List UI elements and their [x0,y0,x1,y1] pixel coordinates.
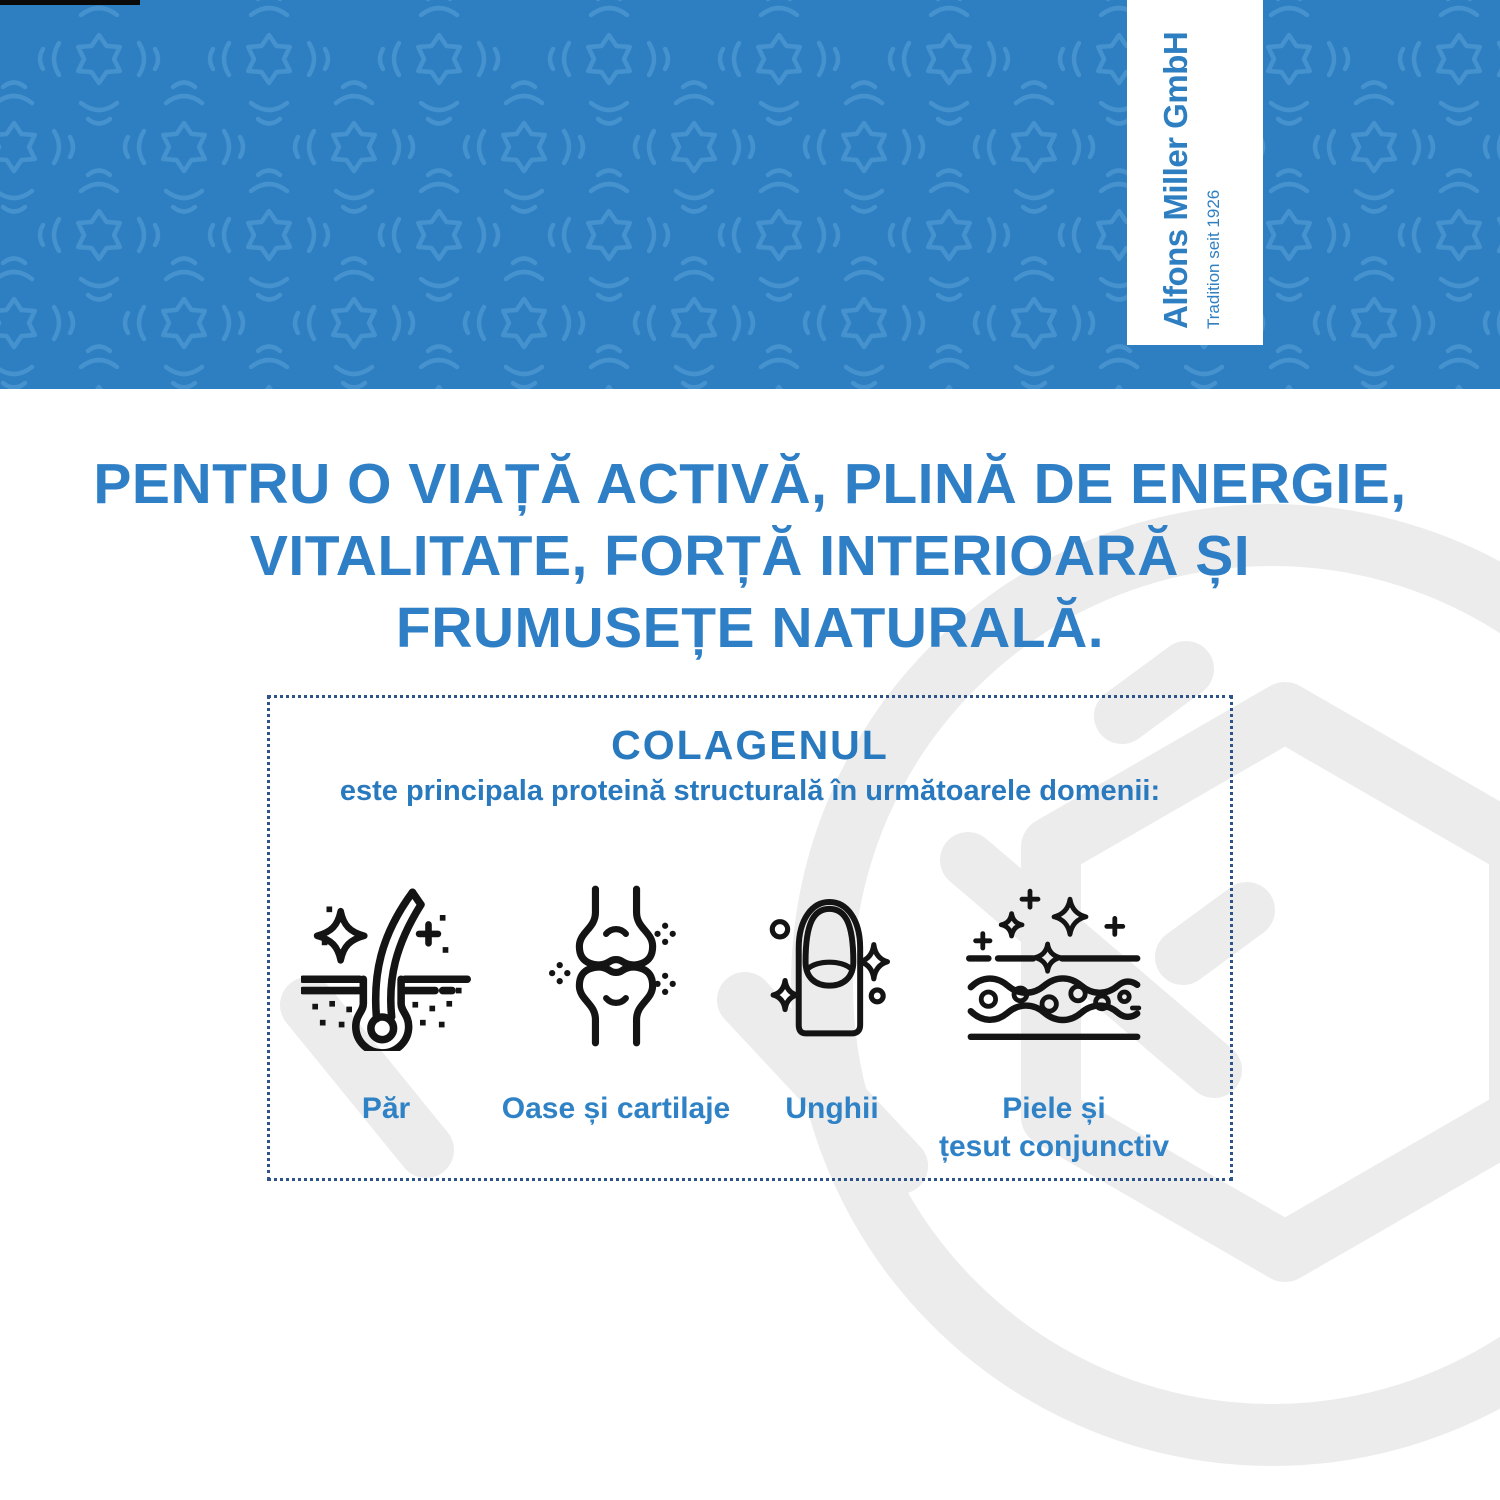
collagen-info-box [267,695,1233,1181]
domain-label-line: Piele și [1002,1092,1106,1125]
skin-layers-icon [939,880,1169,1052]
main-heading [0,448,1500,664]
domain-label-line: țesut conjunctiv [939,1130,1170,1163]
kaleidoscope-pattern [0,0,1500,389]
joint-bones-icon [501,880,731,1052]
brand-label [1127,0,1263,345]
domain-label: Unghii [785,1092,879,1125]
info-box-title: COLAGENUL [611,722,889,768]
brand-label-rotated [1127,0,1263,345]
info-box-subtitle: este principala proteină structurală în următoarele domenii: [339,775,1161,807]
domain-label: Păr [361,1092,411,1125]
domain-bones [501,880,731,1128]
top-left-black-bar [0,0,140,5]
brand-tagline: Tradition seit 1926 [1204,189,1223,329]
hair-follicle-icon [271,880,501,1052]
brand-name: Alfons Miller GmbH [1157,31,1194,329]
domain-label [939,1090,1169,1166]
heading-line: VITALITATE, FORȚĂ INTERIOARĂ ȘI [249,524,1251,588]
domain-hair [271,880,501,1128]
domain-nails [717,880,947,1128]
heading-line: FRUMUSEȚE NATURALĂ. [395,596,1105,660]
top-banner [0,0,1500,389]
fingernail-icon [717,880,947,1052]
domain-skin [939,880,1169,1166]
domain-label: Oase și cartilaje [501,1092,731,1125]
heading-line: PENTRU O VIAȚĂ ACTIVĂ, PLINĂ DE ENERGIE, [93,452,1407,516]
